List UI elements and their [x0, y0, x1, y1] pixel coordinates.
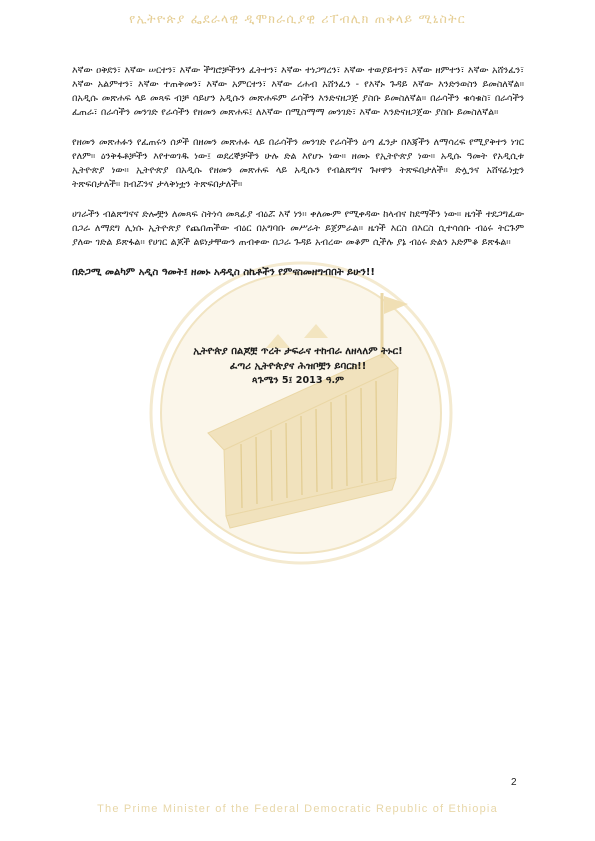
closing-line: ኢትዮጵያ በልጆቿ ጥረት ታፍራና ተከብራ ለዘላለም ትኑር!: [193, 346, 403, 357]
emblem-watermark: [146, 258, 456, 568]
body-paragraph: የዘመን መጽሐፉን የፈጠሩን ሰዎች በዘመን መጽሐፉ ላይ በራሳችን መንገድ የራሳችን ዕጣ ፈንታ በእጃችን ለማሳረፍ የሚያቅተን ነገር የለም። ዕንቅፋቶቻችን እየተወገዱ ነው፤ ወደረኞቻችን ሁሉ ድል እየሆኑ ነው። ዘመኑ የኢትዮጵያ ነው። አዲሱ ዓመት የአዲሲቱ ኢትዮጵያ ነው። ኢትዮጵያ በአዲሱ የዘመን መጽሐፍ ላይ አዲሱን የብልጽግና ጉዞዋን ትጽፍበታለች። ድሏንና አሸናፊነቷን ትጽፍበታለች። ክብሯንና ታላቅነቷን ትጽፍበታለች።: [72, 137, 524, 190]
body-paragraph: እኛው ዐቅደን፣ እኛው ሠርተን፣ እኛው ችግሮቻችንን ፈትተን፣ እኛው ተነጋግረን፣ እኛው ተወያይተን፣ እኛው ዘምተን፣ እኛው አሸንፈን፣ እኛው አልምተን፣ እኛው ተጠቅመን፣ እኛው አምርተን፣ እኛው ረሐብ አሸንፈን - የእኛኑ ጉዳይ እኛው እንድንወስን ይመስለኛል። በአዲሱ መጽሐፍ ላይ መጻፍ ብቻ ሳይሆን አዲሱን መጽሐፍም ራሳችን እንድናዘጋጅ ያስቡ ይመስለኛል። በራሳችን ቁሳቁስ፣ በራሳችን ፈጠራ፣ በራሳችን መንገድ የራሳችን የዘመን መጽሐፍ፤ ለእኛው በሚስማማ መንገድ፣ እኛው እንድናዘጋጀው ያስቡ ይመስለኛል።: [72, 65, 524, 118]
closing-line: ፈጣሪ ኢትዮጵያና ሕዝቦቿን ይባርክ!!: [229, 360, 367, 372]
page-number: 2: [511, 777, 517, 788]
new-year-greeting: በድጋሚ መልካም አዲስ ዓመት፤ ዘመኑ አዳዲስ ስኬቶችን የምናስመዘግብበት ይሁን!!: [72, 267, 375, 278]
closing-block: [72, 345, 524, 389]
body-paragraph: ሀገራችን ብልጽግናና ድሎቿን ለመጻፍ ስትነሳ መጻፊያ ብዕሯ እኛ ነን። ቀለሙም የሚቀዳው ከላብና ከደማችን ነው። ዜጎች ተደጋግፈው በጋራ ለማደግ ሊነሱ ኢትዮጵያ የጨበጠችው ብዕር በአግባቡ መሥራት ይጀምራል። ዜጎች እርስ በእርስ ሲተሳሰቡ ብዕሩ ትርጉም ያለው ገድል ይጽፋል። የሀገር ልጆች ልዩነታቸውን ጠብቀው በጋራ ጉዳይ አብረው መቆም ሲችሉ ያኔ ብዕሩ ድልን አድምቆ ይጽፋል።: [72, 209, 524, 248]
letterhead-title: የኢትዮጵያ ፌደራላዊ ዲሞክራሲያዊ ሪፐብሊክ ጠቅላይ ሚኒስትር: [129, 11, 466, 26]
footer-title: The Prime Minister of the Federal Democratic Republic of Ethiopia: [97, 803, 498, 815]
letter-body: [72, 60, 524, 280]
letter-date: ጳጉሜን 5፤ 2013 ዓ.ም: [251, 375, 345, 386]
